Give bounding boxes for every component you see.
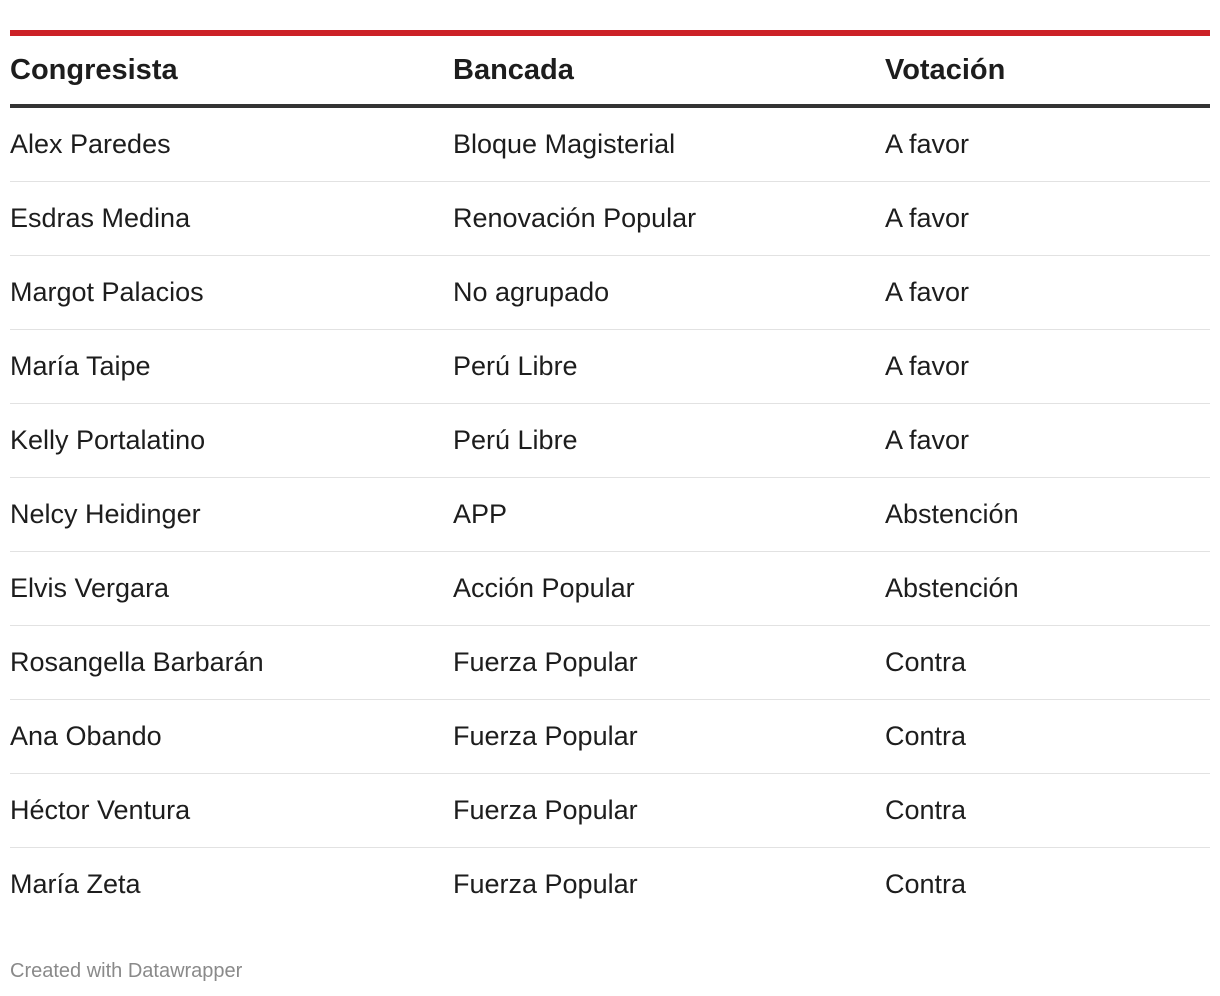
cell-votacion: A favor [885, 256, 1210, 330]
cell-congresista: Alex Paredes [10, 106, 453, 182]
cell-congresista: María Taipe [10, 330, 453, 404]
cell-votacion: A favor [885, 106, 1210, 182]
cell-bancada: Fuerza Popular [453, 869, 638, 899]
votes-table [10, 36, 1210, 921]
cell-votacion: Contra [885, 869, 967, 899]
column-header-congresista[interactable]: Congresista [10, 36, 453, 106]
table-row [10, 330, 1210, 404]
cell-votacion: Abstención [885, 552, 1210, 626]
table-row [10, 700, 1210, 774]
cell-bancada: Renovación Popular [453, 182, 885, 256]
cell-congresista: Nelcy Heidinger [10, 478, 453, 552]
table-row [10, 626, 1210, 700]
cell-bancada: Fuerza Popular [453, 774, 885, 848]
table-row [10, 478, 1210, 552]
cell-votacion: A favor [885, 404, 1210, 478]
cell-congresista: Héctor Ventura [10, 774, 453, 848]
cell-votacion: A favor [885, 330, 1210, 404]
cell-bancada: Bloque Magisterial [453, 106, 885, 182]
cell-bancada: Acción Popular [453, 552, 885, 626]
cell-bancada: Fuerza Popular [453, 626, 885, 700]
cell-congresista: María Zeta [10, 869, 141, 899]
table-row [10, 106, 1210, 182]
table-row [10, 404, 1210, 478]
cell-votacion: Contra [885, 626, 1210, 700]
column-header-votacion[interactable]: Votación [885, 36, 1210, 106]
cell-bancada: Perú Libre [453, 404, 885, 478]
cell-bancada: Fuerza Popular [453, 700, 885, 774]
cell-congresista: Esdras Medina [10, 182, 453, 256]
datawrapper-credit[interactable]: Created with Datawrapper [10, 960, 243, 982]
cell-votacion: A favor [885, 182, 1210, 256]
column-header-bancada[interactable]: Bancada [453, 36, 885, 106]
cell-bancada: APP [453, 478, 885, 552]
table-row [10, 774, 1210, 848]
table-row [10, 848, 1210, 922]
cell-votacion: Contra [885, 774, 1210, 848]
cell-congresista: Elvis Vergara [10, 552, 453, 626]
cell-votacion: Abstención [885, 478, 1210, 552]
table-row [10, 182, 1210, 256]
cell-congresista: Ana Obando [10, 700, 453, 774]
header-row [10, 36, 1210, 106]
cell-congresista: Margot Palacios [10, 256, 453, 330]
cell-congresista: Kelly Portalatino [10, 404, 453, 478]
cell-bancada: No agrupado [453, 256, 885, 330]
cell-congresista: Rosangella Barbarán [10, 626, 453, 700]
cell-votacion: Contra [885, 700, 1210, 774]
cell-bancada: Perú Libre [453, 330, 885, 404]
table-row [10, 552, 1210, 626]
table-row [10, 256, 1210, 330]
table-container [10, 30, 1210, 921]
